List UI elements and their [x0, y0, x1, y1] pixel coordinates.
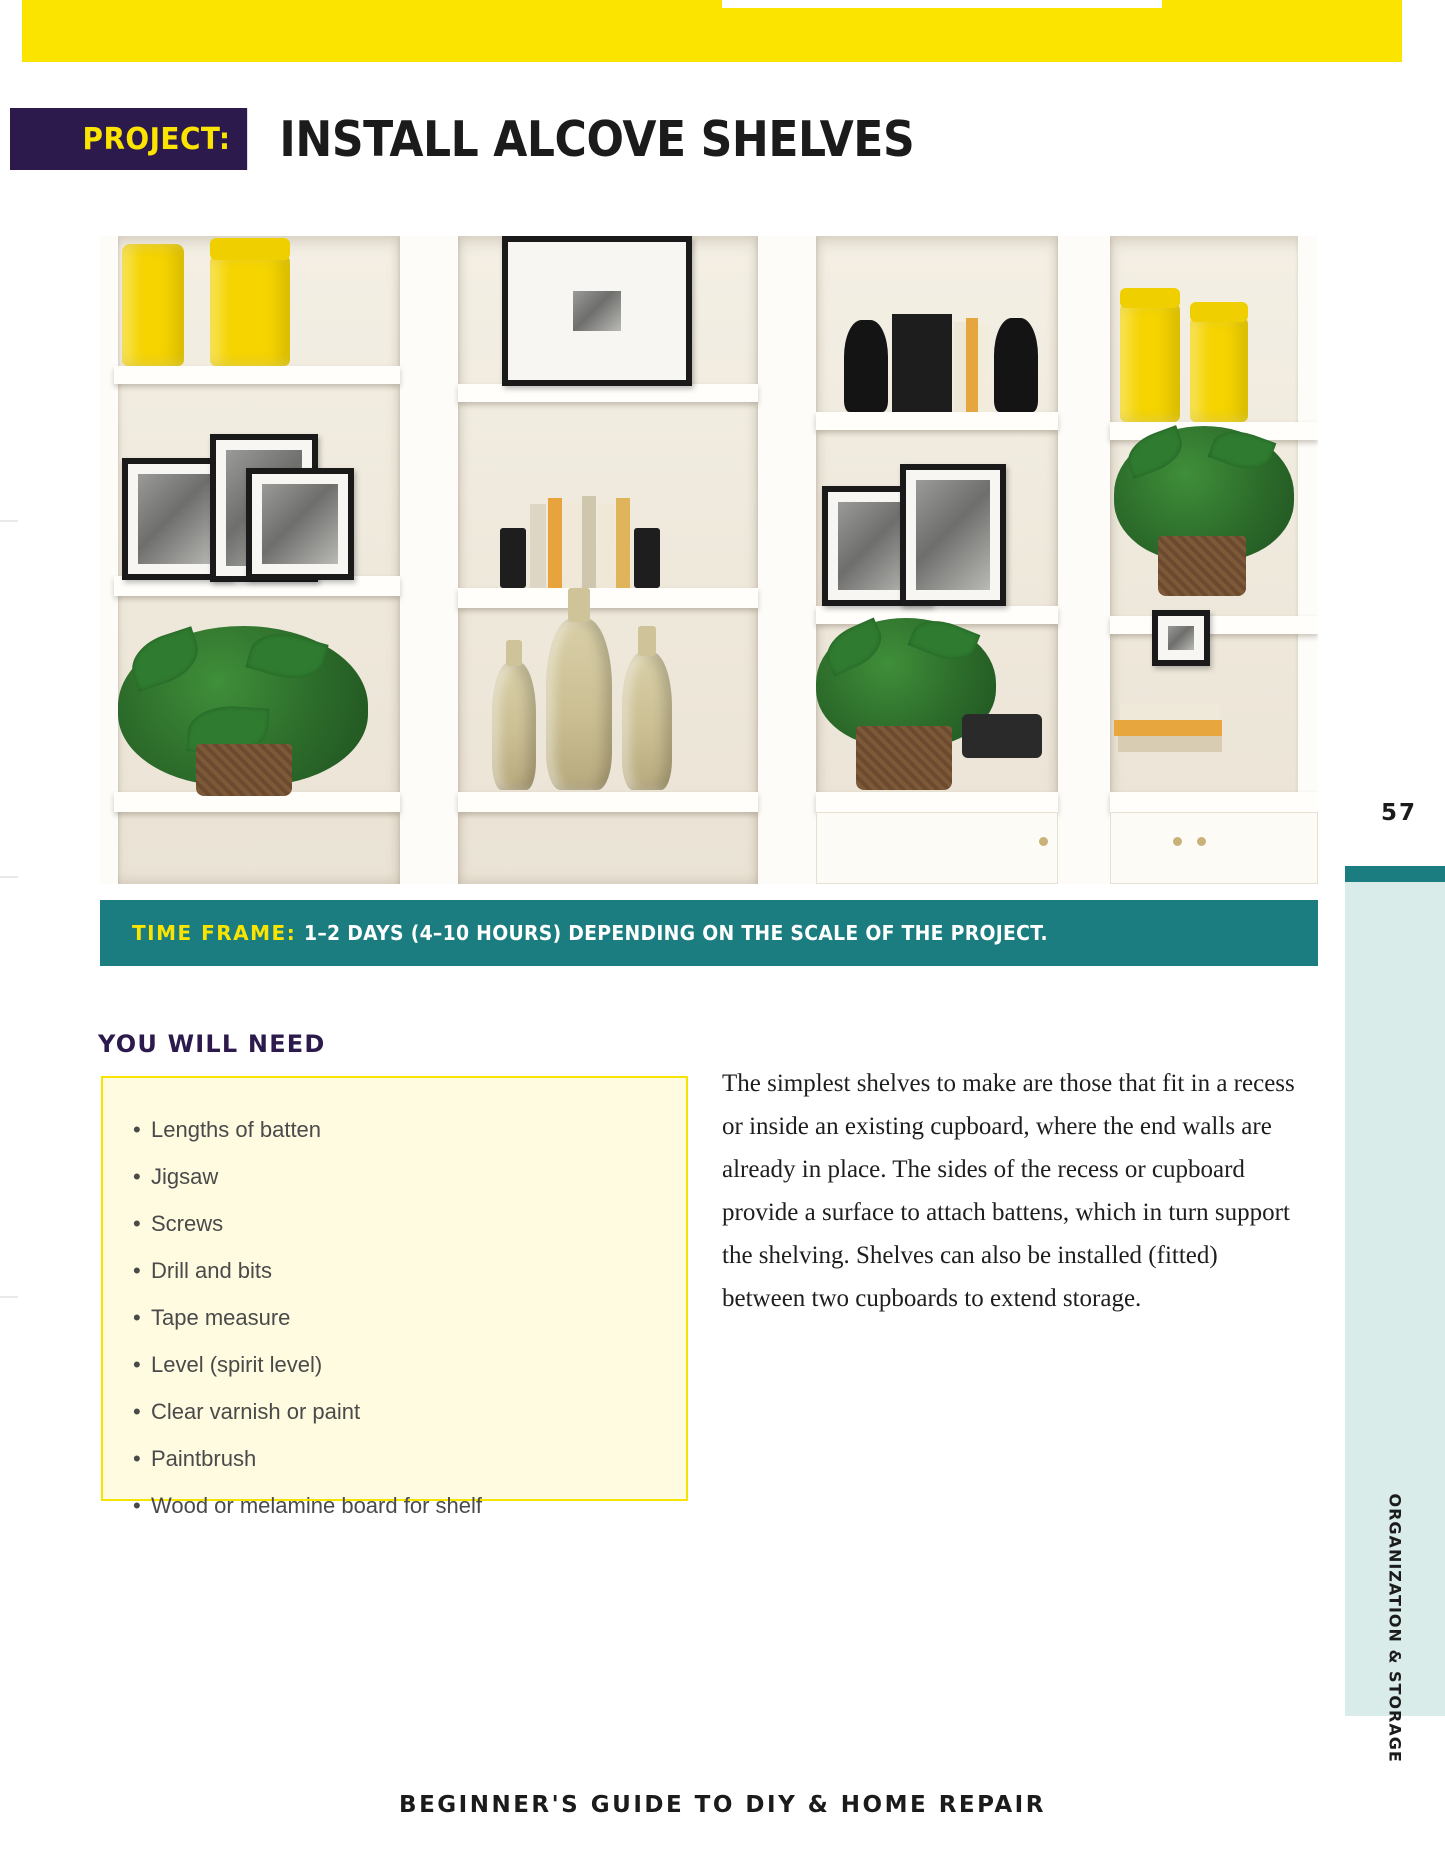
footer-text: BEGINNER'S GUIDE TO DIY & HOME REPAIR — [399, 1792, 1046, 1818]
body-paragraph: The simplest shelves to make are those that fit in a recess or inside an existing cupboard, where the end walls are already in place. The sides of the recess or cupboard provide a surface to attach battens, which in turn support the shelving. Shelves can also be installed (fitted) between two cupboards to extend storage. — [722, 1070, 1295, 1312]
shelf-4-b — [1110, 616, 1318, 634]
timeframe-value: 1–2 DAYS (4–10 HOURS) DEPENDING ON THE SCALE OF THE PROJECT. — [304, 921, 1049, 945]
photo-image — [573, 291, 621, 331]
top-banner — [22, 0, 1402, 62]
photo-mat — [1158, 616, 1204, 660]
shelf-3-c — [816, 792, 1058, 812]
bookend-right — [634, 528, 660, 588]
camera-object — [962, 714, 1042, 758]
timeframe-bar — [100, 900, 1318, 966]
materials-list — [133, 1106, 656, 1529]
book — [530, 504, 546, 588]
panel-4 — [1058, 236, 1110, 884]
book — [1120, 704, 1220, 720]
yellow-vase-3 — [1120, 302, 1180, 422]
yellow-vase-4-lid — [1190, 302, 1248, 322]
cabinet-knob — [1039, 837, 1048, 846]
left-edge-rule-2 — [0, 876, 18, 878]
photo-mat — [508, 242, 686, 380]
book — [598, 504, 614, 588]
list-item: • Screws — [133, 1200, 656, 1247]
bookend-left — [500, 528, 526, 588]
project-tag: PROJECT: — [10, 108, 247, 170]
glass-bottle-large — [546, 618, 612, 790]
glass-bottle-medium-neck — [638, 626, 656, 656]
framed-photo-3 — [246, 468, 354, 580]
plant-pot-1 — [196, 744, 292, 796]
list-item: • Wood or melamine board for shelf — [133, 1482, 656, 1529]
book — [616, 498, 630, 588]
top-banner-notch — [722, 0, 1162, 8]
list-item: • Drill and bits — [133, 1247, 656, 1294]
timeframe-label: TIME FRAME: — [132, 921, 297, 945]
shelf-2-b — [458, 588, 758, 608]
plant-pot-2 — [856, 726, 952, 790]
shelving-unit — [100, 236, 1318, 884]
list-item: • Tape measure — [133, 1294, 656, 1341]
book — [548, 498, 562, 588]
photo-image — [1168, 626, 1194, 650]
page-title — [10, 108, 987, 170]
framed-art-large — [502, 236, 692, 386]
list-item: • Lengths of batten — [133, 1106, 656, 1153]
section-rail-cap — [1345, 866, 1445, 882]
yellow-vase-2-lid — [210, 238, 290, 260]
you-will-need-box — [101, 1076, 688, 1518]
base-cabinet-1 — [816, 812, 1058, 884]
shelf-1-a — [114, 366, 400, 384]
photo-image — [916, 480, 990, 590]
book — [1114, 720, 1222, 736]
book — [966, 318, 978, 412]
book — [892, 314, 952, 412]
yellow-vase-1 — [122, 244, 184, 366]
photo-image — [262, 484, 338, 564]
glass-bottle-large-neck — [568, 588, 590, 622]
dog-statue-left — [844, 320, 888, 412]
list-item: • Level (spirit level) — [133, 1341, 656, 1388]
framed-photo-5 — [900, 464, 1006, 606]
shelf-2-c — [458, 792, 758, 812]
shelf-3-a — [816, 412, 1058, 430]
yellow-vase-4 — [1190, 316, 1248, 422]
book — [954, 322, 966, 412]
glass-bottle-medium — [622, 652, 672, 790]
panel-left — [100, 236, 118, 884]
base-cabinet-2 — [1110, 812, 1318, 884]
plant-pot-3 — [1158, 536, 1246, 596]
left-edge-rule-1 — [0, 520, 18, 522]
yellow-vase-3-lid — [1120, 288, 1180, 308]
list-item: • Clear varnish or paint — [133, 1388, 656, 1435]
section-label — [1386, 1494, 1405, 1594]
yellow-vase-2 — [210, 254, 290, 366]
left-edge-rule-3 — [0, 1296, 18, 1298]
shelf-4-c — [1110, 792, 1318, 812]
cabinet-knob — [1173, 837, 1182, 846]
you-will-need-heading: YOU WILL NEED — [98, 1030, 326, 1058]
book — [564, 502, 580, 588]
list-item: • Paintbrush — [133, 1435, 656, 1482]
book — [978, 324, 990, 412]
panel-right — [1298, 236, 1318, 884]
list-item: • Jigsaw — [133, 1153, 656, 1200]
glass-bottle-small-neck — [506, 640, 522, 666]
glass-bottle-small — [492, 662, 536, 790]
photo-mat — [906, 470, 1000, 600]
framed-photo-6 — [1152, 610, 1210, 666]
book — [582, 496, 596, 588]
page-number: 57 — [1380, 800, 1417, 826]
cabinet-knob — [1197, 837, 1206, 846]
book — [1118, 736, 1222, 752]
panel-3 — [758, 236, 816, 884]
photo-mat — [252, 474, 348, 574]
shelf-2-a — [458, 384, 758, 402]
project-title: INSTALL ALCOVE SHELVES — [279, 110, 915, 168]
panel-2 — [400, 236, 458, 884]
project-photo — [100, 236, 1318, 884]
dog-statue-right — [994, 318, 1038, 412]
photo-image — [138, 474, 216, 564]
